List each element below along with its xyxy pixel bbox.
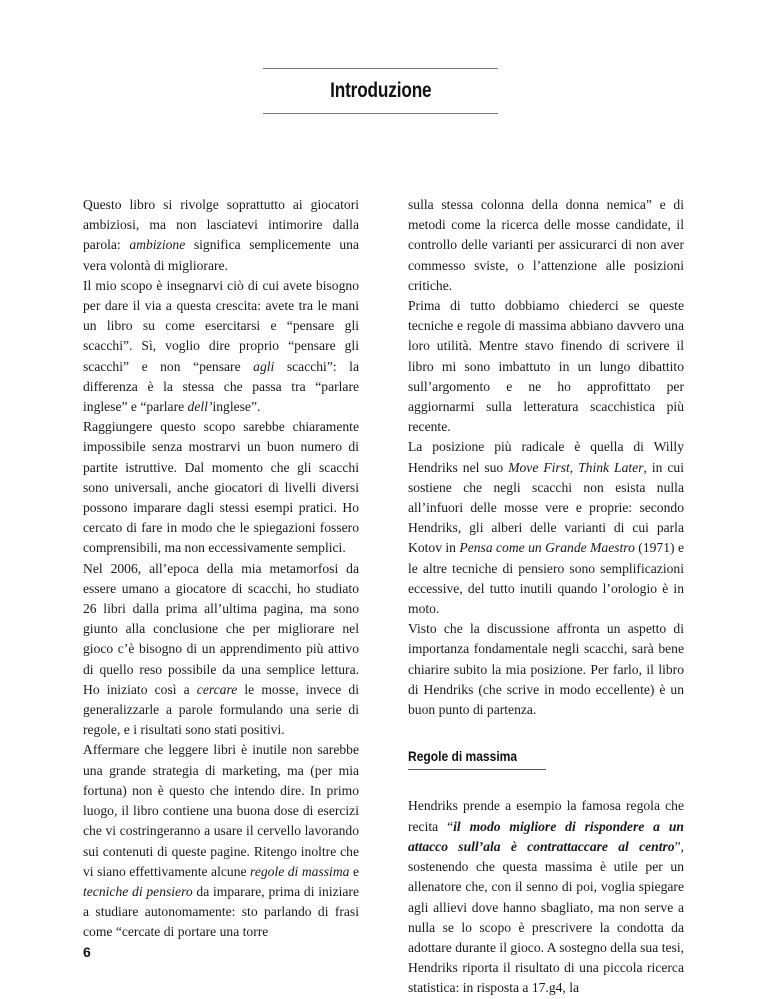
italic-text: agli — [253, 358, 275, 374]
left-column — [83, 195, 359, 943]
text-run: inglese”. — [212, 399, 261, 415]
italic-text: regole di massima — [250, 863, 350, 879]
text-run: significa semplicemente una vera volontà di migliorare. — [83, 237, 359, 273]
text-run: La posizione più radicale è quella di Willy Hendriks nel suo — [408, 439, 684, 475]
paragraph — [408, 195, 684, 296]
text-run: da imparare, prima di iniziare a studiare autonomamente: sto parlando di frasi come “cercate di portare una torre — [83, 883, 359, 940]
text-run: e — [349, 863, 359, 879]
section-heading: Regole di massima — [408, 748, 518, 765]
chapter-title: Introduzione — [329, 79, 432, 102]
right-column — [408, 195, 684, 999]
italic-text: Move First, Think Later — [508, 459, 644, 475]
text-run: Nel 2006, all’epoca della mia metamorfosi da essere umano a giocatore di scacchi, ho studiato 26 libri dalla prima all’ultima pagina, ma sono giunto alla conclusione che per migliorare nel gioco c’è bisogno di un apprendimento più attivo di quello reso possibile da una semplice lettura. Ho iniziato così a — [83, 560, 359, 697]
italic-text: ambizione — [129, 237, 186, 253]
paragraph — [83, 195, 359, 276]
text-run: sulla stessa colonna della donna nemica” e di metodi come la ricerca delle mosse candidate, il controllo delle varianti per assicurarci di non aver commesso sviste, o l’attenzione alle posizioni critiche. — [408, 197, 684, 293]
text-run: Visto che la discussione affronta un aspetto di importanza fondamentale negli scacchi, sarà bene chiarire subito la mia posizione. Per farlo, il libro di Hendriks (che scrive in modo eccellente) è un buon punto di partenza. — [408, 621, 684, 718]
text-run: (1971) e le altre tecniche di pensiero sono semplificazioni eccessive, del tutto inutili quando l’orologio è in moto. — [408, 540, 684, 617]
page-number: 6 — [83, 944, 91, 960]
bold-italic-text: il modo migliore di rispondere a un attacco sull’ala è contrattaccare al centro — [408, 818, 684, 854]
paragraph — [83, 417, 359, 558]
text-run: Il mio scopo è insegnarvi ciò di cui avete bisogno per dare il via a questa crescita: avete tra le mani un libro su come esercitarsi e “pensare gli scacchi”. Sì, voglio dire proprio “pensare gli scacchi” e non “pensare — [83, 277, 359, 374]
italic-text: dell’ — [187, 399, 213, 415]
section-heading-block — [408, 746, 546, 770]
text-run: ”, sostenendo che questa massima è utile per un allenatore che, con il senno di poi, voglia spiegare agli allievi dove hanno sbagliato, ma non serve a nulla se lo scopo è prescrivere la condotta da adottare durante il gioco. A sostegno della sua tesi, Hendriks riporta il risultato di una piccola ricerca statistica: in risposta a 17.g4, la — [408, 838, 684, 996]
text-run: Prima di tutto dobbiamo chiederci se queste tecniche e regole di massima abbiano davvero una loro utilità. Mentre stavo finendo di scrivere il libro mi sono imbattuto in un lungo dibattito sull’argomento e ne ho approfittato per aggiornarmi sulla letteratura scacchistica più recente. — [408, 298, 684, 435]
chapter-title-block — [263, 68, 498, 114]
text-run: Raggiungere questo scopo sarebbe chiaramente impossibile senza mostrarvi un buon numero di partite istruttive. Dal momento che gli scacchi sono universali, anche giocatori di livelli diversi possono imparare dagli stessi esempi pratici. Ho cercato di fare in modo che le spiegazioni fossero comprensibili, ma non eccessivamente semplici. — [83, 419, 359, 556]
text-run: , in cui sostiene che negli scacchi non esista nulla all’infuori delle mosse vere e proprie: secondo Hendriks, gli alberi delle varianti di cui parla Kotov in — [408, 459, 684, 556]
text-run: Affermare che leggere libri è inutile non sarebbe una grande strategia di marketing, ma (per mia fortuna) non è questo che intendo dire. In primo luogo, il libro contiene una buona dose di esercizi che vi costringeranno a usare il cervello lavorando sui contenuti di queste pagine. Ritengo inoltre che vi siano effettivamente alcune — [83, 742, 359, 879]
text-run: Questo libro si rivolge soprattutto ai giocatori ambiziosi, ma non lasciatevi intimorire dalla parola: — [83, 197, 359, 253]
italic-text: tecniche di pensiero — [83, 883, 193, 899]
text-run: scacchi”: la differenza è la stessa che passa tra “parlare inglese” e “parlare — [83, 358, 359, 415]
paragraph — [408, 437, 684, 619]
paragraph — [408, 296, 684, 437]
paragraph — [83, 276, 359, 417]
paragraph — [83, 559, 359, 741]
paragraph — [83, 740, 359, 942]
section-underline — [408, 769, 546, 770]
italic-text: cercare — [196, 681, 238, 697]
paragraph — [408, 796, 684, 998]
italic-text: Pensa come un Grande Maestro — [459, 540, 635, 556]
text-run: Hendriks prende a esempio la famosa regola che recita “ — [408, 798, 684, 834]
paragraph — [408, 619, 684, 720]
text-run: le mosse, invece di generalizzarle a parole formulando una serie di regole, e i risultati sono stati positivi. — [83, 681, 359, 738]
